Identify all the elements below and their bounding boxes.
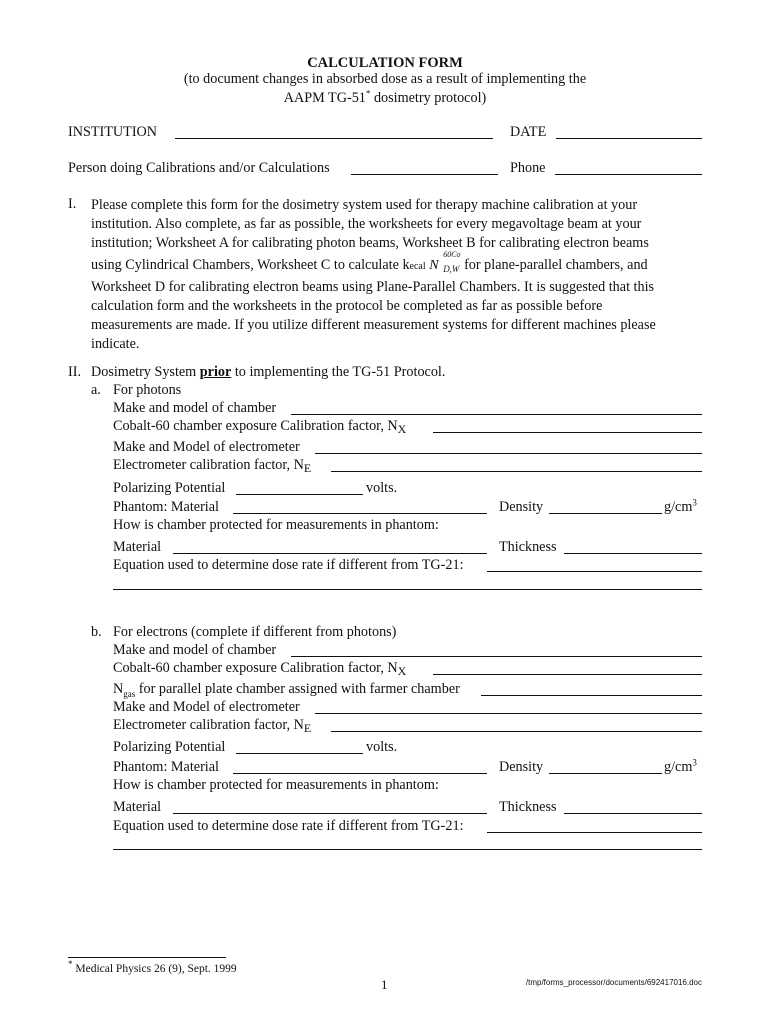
photon-thickness-label: Thickness (499, 539, 557, 555)
electron-thickness-field[interactable] (564, 813, 702, 814)
electron-co60-label: Cobalt-60 chamber exposure Calibration factor, $N_X$ (113, 660, 407, 678)
institution-field[interactable] (175, 138, 493, 139)
electron-ngas-label: $N_{gas}$ for parallel plate chamber assigned with farmer chamber (113, 681, 460, 699)
prior-emphasis: prior (199, 364, 232, 380)
photon-protection-label: How is chamber protected for measurements in phantom: (113, 517, 439, 533)
electron-equation-field-line2[interactable] (113, 849, 702, 850)
electron-density-field[interactable] (549, 773, 662, 774)
section-1-line: calculation form and the worksheets in the protocol be completed as far as possible before (91, 298, 603, 314)
photon-density-label: Density (499, 499, 544, 515)
photon-elec-factor-label: Electrometer calibration factor, $N_E$ (113, 457, 312, 475)
subsection-a-title: For photons (113, 382, 182, 398)
section-1-line: institution. Also complete, as far as possible, the worksheets for every megavoltage beam at your (91, 216, 642, 232)
section-1-line: measurements are made. If you utilize different measurement systems for different machines please (91, 317, 656, 333)
photon-polarizing-label: Polarizing Potential (113, 480, 226, 496)
section-2-number: II. (68, 364, 81, 380)
photon-density-unit: $g/cm^3$ (664, 497, 697, 515)
photon-chamber-field[interactable] (291, 414, 702, 415)
footnote: * Medical Physics 26 (9), Sept. 1999 (68, 959, 237, 975)
ndw-symbol: N 60Co D,W (429, 250, 461, 274)
kecal-subscript: ecal (409, 261, 426, 272)
section-2-heading: Dosimetry System prior to implementing the TG-51 Protocol. (91, 364, 446, 380)
person-field[interactable] (351, 174, 498, 175)
subtitle-post: dosimetry protocol) (370, 90, 487, 106)
footnote-mark: * (365, 88, 371, 99)
document-path: /tmp/forms_processor/documents/692417016.doc (525, 978, 702, 987)
photon-volts-label: volts. (366, 480, 398, 496)
footnote-rule (68, 957, 226, 958)
electron-thickness-label: Thickness (499, 799, 557, 815)
date-field[interactable] (556, 138, 702, 139)
date-label: DATE (510, 124, 547, 140)
photon-electrometer-field[interactable] (315, 453, 702, 454)
electron-chamber-field[interactable] (291, 656, 702, 657)
form-subtitle-line2 (0, 90, 770, 108)
photon-elec-factor-field[interactable] (331, 471, 702, 472)
subtitle-pre: AAPM TG-51 (283, 90, 366, 106)
electron-phantom-field[interactable] (233, 773, 487, 774)
photon-polarizing-field[interactable] (236, 494, 363, 495)
electron-density-label: Density (499, 759, 544, 775)
photon-material-label: Material (113, 539, 162, 555)
electron-elec-factor-label: Electrometer calibration factor, $N_E$ (113, 717, 312, 735)
photon-equation-field-line2[interactable] (113, 589, 702, 590)
phone-field[interactable] (555, 174, 702, 175)
section-1-line: Please complete this form for the dosimetry system used for therapy machine calibration at your (91, 197, 638, 213)
electron-chamber-label: Make and model of chamber (113, 642, 277, 658)
electron-electrometer-field[interactable] (315, 713, 702, 714)
page-number: 1 (381, 977, 388, 992)
electron-polarizing-field[interactable] (236, 753, 363, 754)
electron-protection-label: How is chamber protected for measurements in phantom: (113, 777, 439, 793)
photon-phantom-label: Phantom: Material (113, 499, 219, 515)
section-1-line (91, 250, 702, 278)
form-subtitle-line1: (to document changes in absorbed dose as a result of implementing the (183, 71, 587, 87)
electron-material-label: Material (113, 799, 162, 815)
electron-electrometer-label: Make and Model of electrometer (113, 699, 300, 715)
electron-ngas-field[interactable] (481, 695, 702, 696)
subsection-b-title: For electrons (complete if different from photons) (113, 624, 397, 640)
line4-post: for plane-parallel chambers, and (464, 257, 648, 273)
section-1-line: institution; Worksheet A for calibrating photon beams, Worksheet B for calibrating electron beams (91, 235, 649, 251)
photon-phantom-field[interactable] (233, 513, 487, 514)
section-1-line: Worksheet D for calibrating electron beams using Plane-Parallel Chambers. It is suggested that this (91, 279, 655, 295)
form-title: CALCULATION FORM (307, 55, 463, 71)
photon-electrometer-label: Make and Model of electrometer (113, 439, 300, 455)
electron-phantom-label: Phantom: Material (113, 759, 219, 775)
subsection-a-label: a. (91, 382, 101, 398)
electron-elec-factor-field[interactable] (331, 731, 702, 732)
photon-equation-label: Equation used to determine dose rate if different from TG-21: (113, 557, 464, 573)
photon-co60-label: Cobalt-60 chamber exposure Calibration factor, $N_X$ (113, 418, 407, 436)
section-1-paragraph (91, 196, 702, 354)
electron-polarizing-label: Polarizing Potential (113, 739, 226, 755)
electron-density-unit: $g/cm^3$ (664, 757, 697, 775)
person-label: Person doing Calibrations and/or Calculations (68, 160, 330, 176)
subsection-b-label: b. (91, 624, 102, 640)
section-1-line: indicate. (91, 336, 140, 352)
electron-equation-label: Equation used to determine dose rate if different from TG-21: (113, 818, 464, 834)
photon-material-field[interactable] (173, 553, 487, 554)
electron-volts-label: volts. (366, 739, 398, 755)
photon-co60-field[interactable] (433, 432, 702, 433)
institution-label: INSTITUTION (68, 124, 158, 140)
electron-equation-field[interactable] (487, 832, 702, 833)
electron-material-field[interactable] (173, 813, 487, 814)
photon-density-field[interactable] (549, 513, 662, 514)
photon-equation-field[interactable] (487, 571, 702, 572)
phone-label: Phone (510, 160, 546, 176)
photon-thickness-field[interactable] (564, 553, 702, 554)
section-1-number: I. (68, 196, 77, 212)
photon-chamber-label: Make and model of chamber (113, 400, 277, 416)
electron-co60-field[interactable] (433, 674, 702, 675)
line4-pre: using Cylindrical Chambers, Worksheet C to calculate k (91, 257, 410, 273)
